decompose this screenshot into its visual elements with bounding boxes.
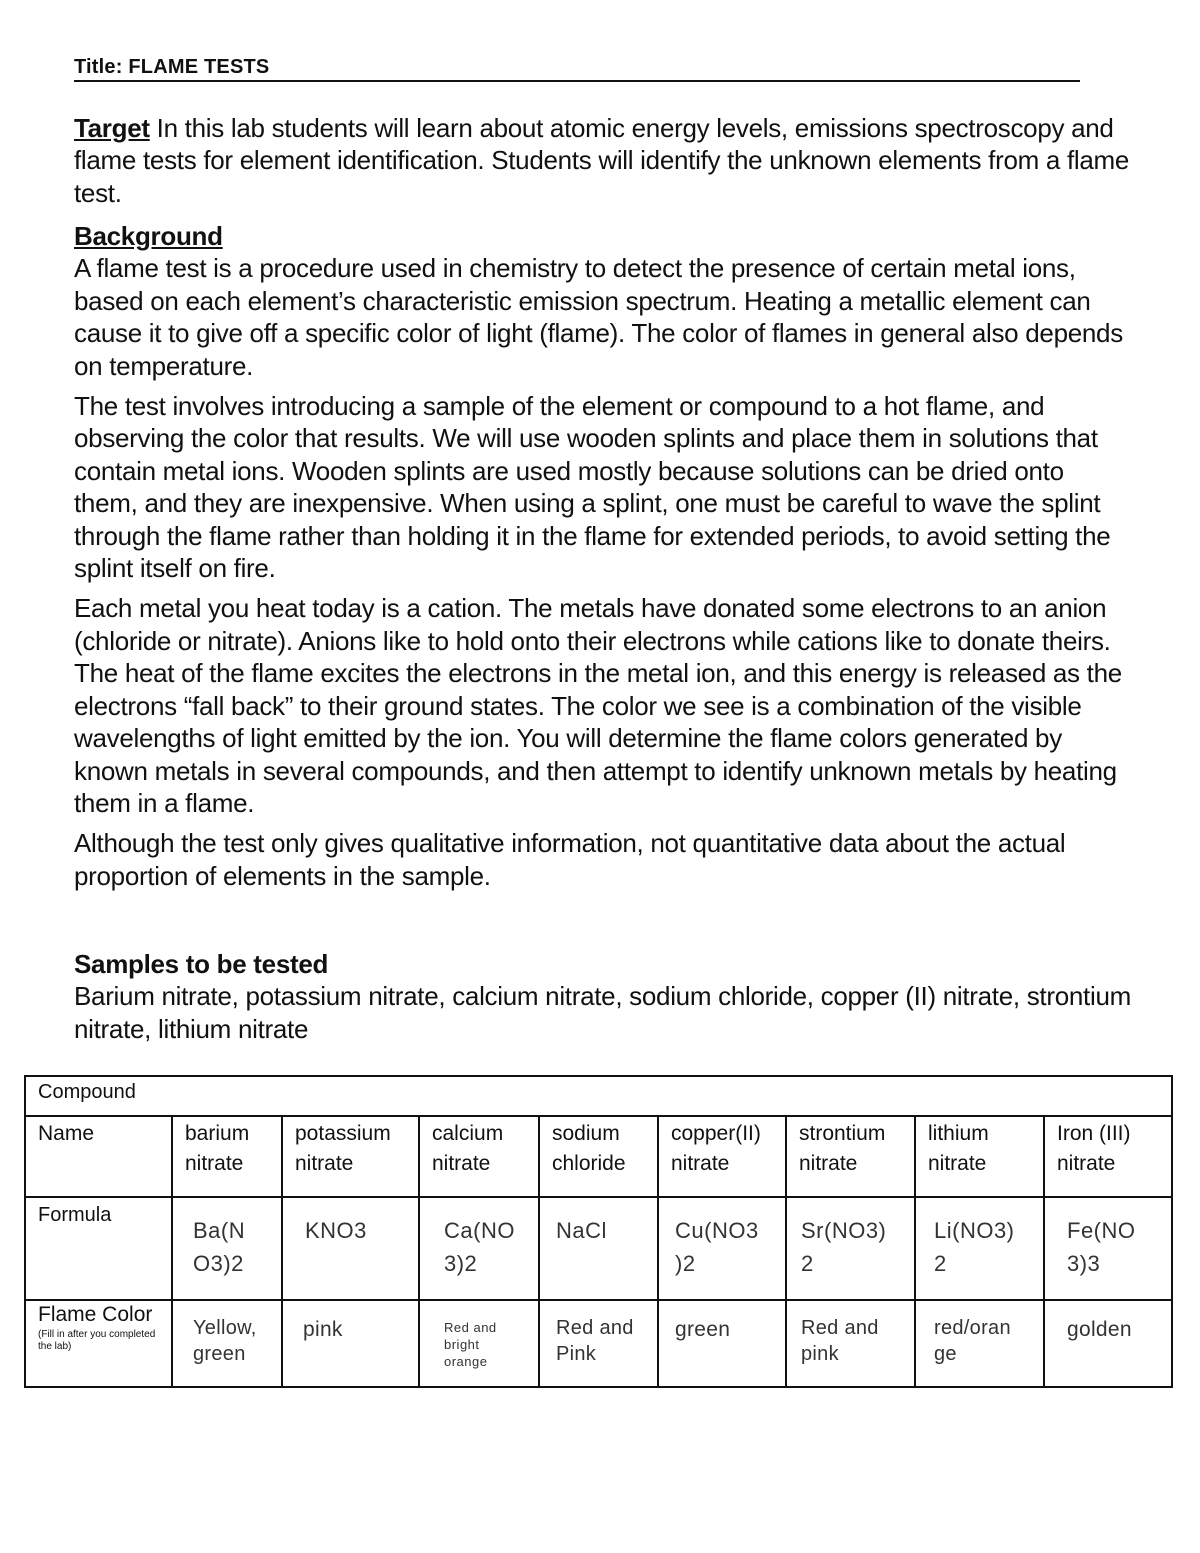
table-cell: Red and Pink: [539, 1300, 658, 1387]
table-cell: calcium nitrate: [419, 1116, 539, 1197]
table-cell: golden: [1044, 1300, 1172, 1387]
samples-text: Barium nitrate, potassium nitrate, calcium nitrate, sodium chloride, copper (II) nitrate, strontium nitrate, lithium nitrate: [74, 981, 1131, 1044]
table-header: [25, 1076, 1172, 1116]
flame-color-label: Flame Color: [38, 1303, 153, 1326]
samples-section: [74, 948, 1134, 1045]
target-text: In this lab students will learn about atomic energy levels, emissions spectroscopy and flame tests for element identification. Students will identify the unknown elements from a flame test.: [74, 113, 1130, 208]
table-cell: Ba(N O3)2: [172, 1197, 282, 1300]
background-section: [74, 220, 1134, 892]
table-cell: Sr(NO3) 2: [786, 1197, 915, 1300]
table-cell: barium nitrate: [172, 1116, 282, 1197]
table-cell: pink: [282, 1300, 419, 1387]
background-paragraph-4: Although the test only gives qualitative information, not quantitative data about the actual proportion of elements in the sample.: [74, 828, 1066, 891]
table-cell: Red and bright orange: [419, 1300, 539, 1387]
table-cell: Iron (III) nitrate: [1044, 1116, 1172, 1197]
table-cell: red/oran ge: [915, 1300, 1044, 1387]
table-cell: Fe(NO 3)3: [1044, 1197, 1172, 1300]
row-label-color: [25, 1300, 172, 1387]
background-paragraph-2: The test involves introducing a sample of the element or compound to a hot flame, and observing the color that results. We will use wooden splints and place them in solutions that contain metal ions. Wooden splints are used mostly because solutions can be dried onto them, and they are inexpensive. When using a splint, one must be careful to wave the splint through the flame rather than holding it in the flame for extended periods, to avoid setting the splint itself on fire.: [74, 391, 1111, 584]
compound-label: Compound: [38, 1081, 136, 1103]
background-paragraph-1: A flame test is a procedure used in chemistry to detect the presence of certain metal ions, based on each element’s characteristic emission spectrum. Heating a metallic element can cause it to give off a specific color of light (flame). The color of flames in general also depends on temperature.: [74, 253, 1123, 381]
fill-in-note: (Fill in after you completed the lab): [38, 1329, 156, 1352]
table-cell: sodium chloride: [539, 1116, 658, 1197]
table-cell: Ca(NO 3)2: [419, 1197, 539, 1300]
table-cell: green: [658, 1300, 786, 1387]
table-cell: Yellow, green: [172, 1300, 282, 1387]
row-label-formula: Formula: [25, 1197, 172, 1300]
table-cell: KNO3: [282, 1197, 419, 1300]
table-cell: Red and pink: [786, 1300, 915, 1387]
table-cell: Li(NO3) 2: [915, 1197, 1044, 1300]
background-heading: Background: [74, 221, 223, 251]
table-row-name: [25, 1116, 1172, 1197]
table-cell: copper(II) nitrate: [658, 1116, 786, 1197]
row-label-name: Name: [25, 1116, 172, 1197]
table-cell: NaCl: [539, 1197, 658, 1300]
table-cell: Cu(NO3 )2: [658, 1197, 786, 1300]
table-row-formula: [25, 1197, 1172, 1300]
target-label: Target: [74, 113, 150, 143]
table-row-color: [25, 1300, 1172, 1387]
table-cell: lithium nitrate: [915, 1116, 1044, 1197]
compound-table: [24, 1075, 1173, 1388]
document-title: Title: FLAME TESTS: [74, 56, 1080, 82]
samples-heading: Samples to be tested: [74, 949, 329, 979]
target-section: [74, 112, 1134, 209]
table-cell: strontium nitrate: [786, 1116, 915, 1197]
background-paragraph-3: Each metal you heat today is a cation. The metals have donated some electrons to an anion (chloride or nitrate). Anions like to hold onto their electrons while cations like to donate theirs. The heat of the flame excites the electrons in the metal ion, and this energy is released as the electrons “fall back” to their ground states. The color we see is a combination of the visible wavelengths of light emitted by the ion. You will determine the flame colors generated by known metals in several compounds, and then attempt to identify unknown metals by heating them in a flame.: [74, 593, 1122, 818]
table-cell: potassium nitrate: [282, 1116, 419, 1197]
